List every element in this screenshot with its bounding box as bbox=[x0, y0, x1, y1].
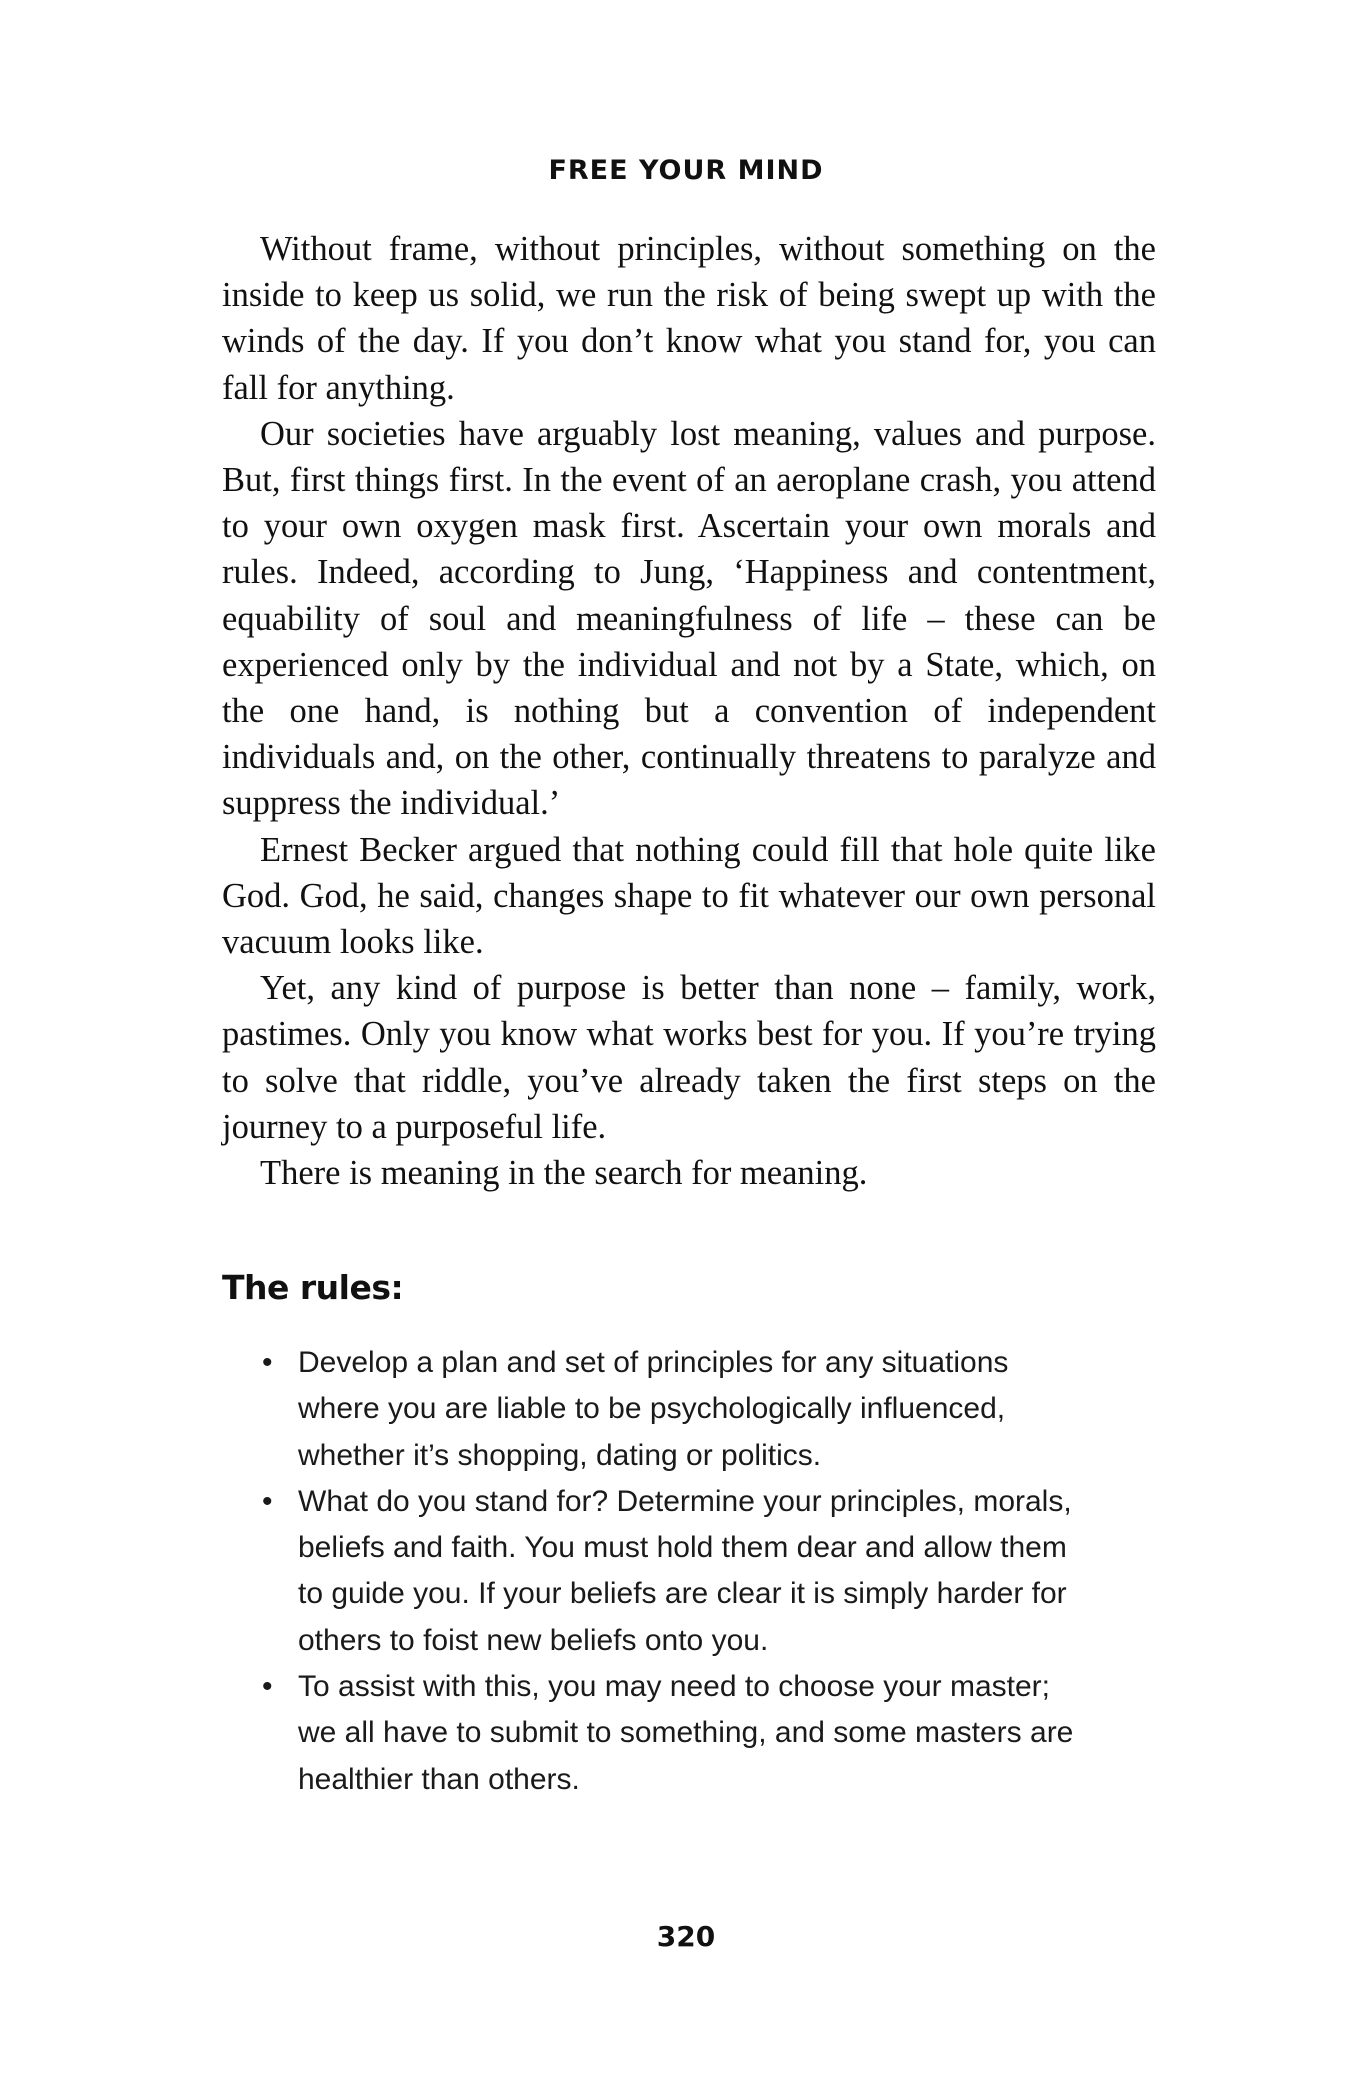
list-item-line: whether it’s shopping, dating or politics. bbox=[298, 1438, 822, 1472]
list-item bbox=[256, 1664, 1156, 1803]
bullet-icon: • bbox=[262, 1484, 273, 1518]
bullet-icon: • bbox=[262, 1670, 273, 1704]
paragraph: Without frame, without principles, without something on the inside to keep us solid, we run the risk of being swept up with the winds of the day. If you don’t know what you stand for, you can fall for anything. bbox=[222, 230, 1156, 407]
page-number: 320 bbox=[656, 1920, 716, 1953]
list-item-line: others to foist new beliefs onto you. bbox=[298, 1623, 769, 1657]
running-head: FREE YOUR MIND bbox=[548, 155, 824, 186]
list-item-line: What do you stand for? Determine your principles, morals, bbox=[298, 1484, 1072, 1518]
list-item bbox=[256, 1340, 1156, 1479]
list-item-line: Develop a plan and set of principles for any situations bbox=[298, 1346, 1009, 1379]
paragraph: Ernest Becker argued that nothing could fill that hole quite like God. God, he said, changes shape to fit whatever our own personal vacuum looks like. bbox=[222, 830, 1156, 962]
list-item-line: healthier than others. bbox=[298, 1762, 580, 1796]
list-item bbox=[256, 1479, 1156, 1664]
list-item-line: to guide you. If your beliefs are clear it is simply harder for bbox=[298, 1577, 1067, 1611]
list-item-line: where you are liable to be psychologically influenced, bbox=[298, 1392, 1006, 1426]
list-item-line: To assist with this, you may need to choose your master; bbox=[298, 1670, 1051, 1704]
rules-heading: The rules: bbox=[222, 1268, 404, 1307]
bullet-icon: • bbox=[262, 1346, 273, 1379]
body-text bbox=[222, 226, 1156, 1196]
paragraph: There is meaning in the search for meaning. bbox=[260, 1154, 868, 1193]
paragraph: Yet, any kind of purpose is better than none – family, work, pastimes. Only you know what works best for you. If you’re trying to solve that riddle, you’ve already taken the first steps on the journey to a purposeful life. bbox=[222, 969, 1156, 1146]
list-item-line: beliefs and faith. You must hold them dear and allow them bbox=[298, 1531, 1067, 1565]
list-item-line: we all have to submit to something, and some masters are bbox=[298, 1716, 1074, 1750]
paragraph: Our societies have arguably lost meaning, values and purpose. But, first things first. In the event of an aeroplane crash, you attend to your own oxygen mask first. Ascertain your own morals and rules. Indeed, according to Jung, ‘Happiness and contentment, equability of soul and meaningfulness of life – these can be experienced only by the individual and not by a State, which, on the one hand, is nothing but a convention of independent individuals and, on the other, continually threatens to paralyze and suppress the individual.’ bbox=[222, 414, 1156, 823]
rules-list bbox=[256, 1340, 1156, 1803]
